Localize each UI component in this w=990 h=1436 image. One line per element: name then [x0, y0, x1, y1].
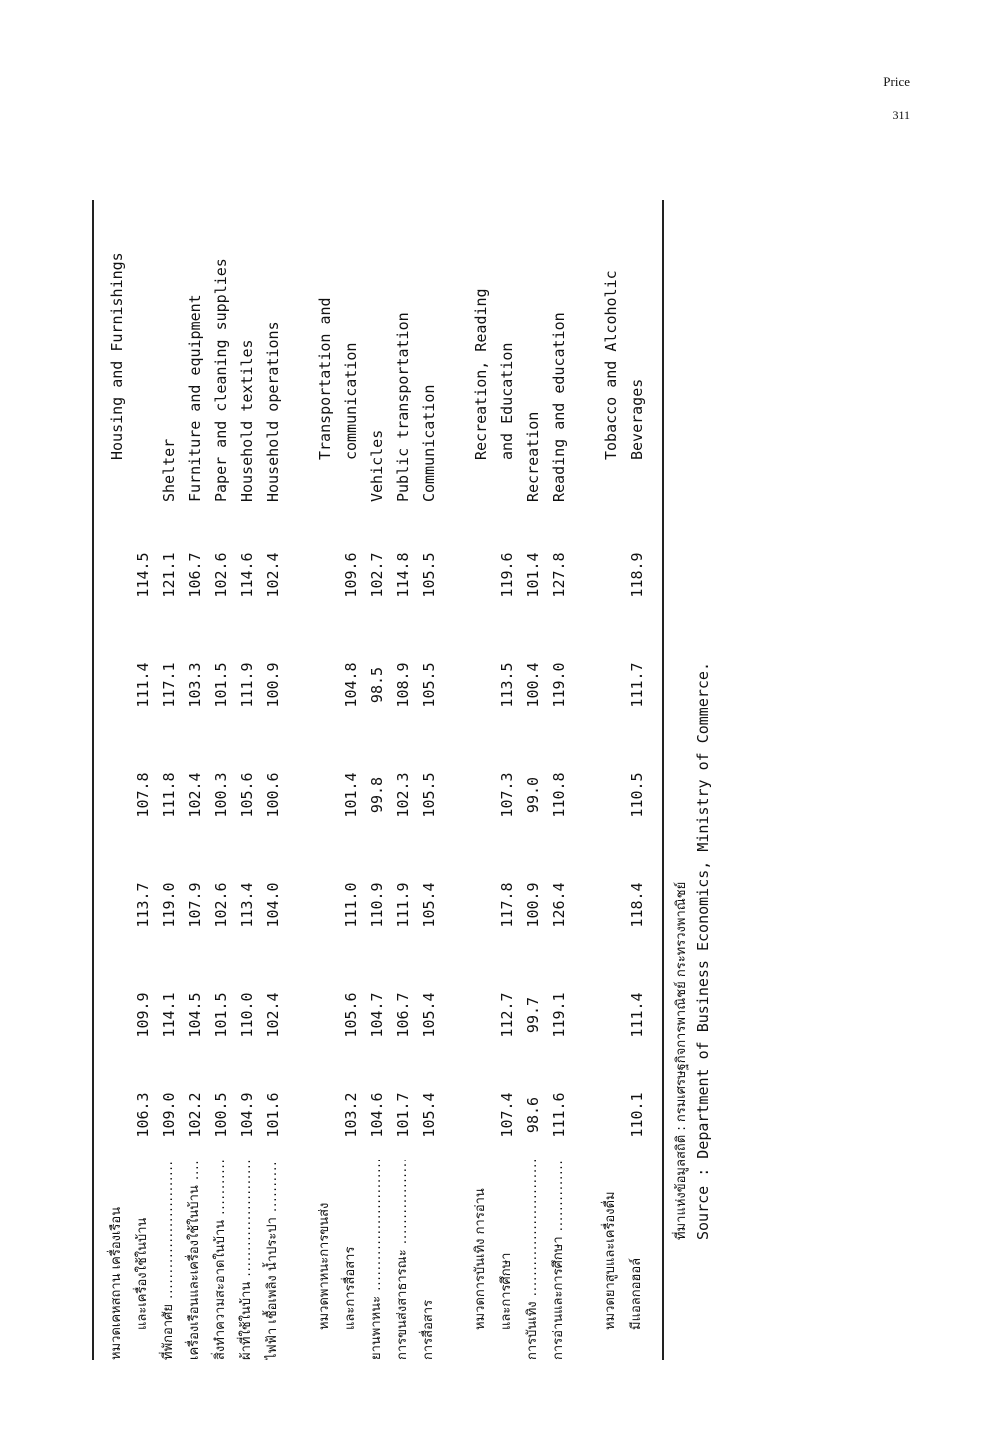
index-value-cell: 111.8: [160, 772, 178, 818]
index-value-cell: 101.5: [212, 662, 230, 708]
index-value-cell: 111.4: [134, 662, 152, 708]
table-row: [416, 200, 442, 1360]
row-label-thai: และการศึกษา: [499, 1252, 514, 1330]
row-label-english: Shelter: [160, 438, 178, 502]
index-value-cell: 107.4: [498, 1092, 516, 1138]
row-label-english: Recreation: [524, 411, 542, 502]
row-label-thai: การอ่านและการศึกษา .....: [546, 1160, 572, 1360]
index-value-cell: 114.8: [394, 552, 412, 598]
row-label-english: Household operations: [264, 321, 282, 502]
row-label-thai: สิ่งทำความสะอาดในบ้าน .....: [208, 1160, 234, 1360]
row-label-thai: และเครื่องใช้ในบ้าน: [135, 1217, 150, 1330]
index-value-cell: 102.6: [212, 552, 230, 598]
index-value-cell: 102.3: [394, 772, 412, 818]
index-value-cell: 104.7: [368, 992, 386, 1038]
table-row: [156, 200, 182, 1360]
row-label-thai: การขนส่งสาธารณะ .....: [390, 1160, 416, 1360]
index-value-cell: 113.5: [498, 662, 516, 708]
index-value-cell: 98.6: [524, 1096, 542, 1134]
index-value-cell: 106.3: [134, 1092, 152, 1138]
index-value-cell: 119.0: [550, 662, 568, 708]
table-row: [286, 200, 312, 1360]
row-label-english: Reading and education: [550, 312, 568, 502]
index-value-cell: 104.8: [342, 662, 360, 708]
table-row: [104, 200, 130, 1360]
index-value-cell: 109.6: [342, 552, 360, 598]
table-row: [364, 200, 390, 1360]
row-label-english: Beverages: [628, 378, 646, 460]
index-value-cell: 107.9: [186, 882, 204, 928]
index-value-cell: 100.3: [212, 772, 230, 818]
row-label-thai: ไฟฟ้า เชื้อเพลิง น้ำประปา .....: [260, 1160, 286, 1360]
index-value-cell: 99.8: [368, 776, 386, 814]
index-value-cell: 104.5: [186, 992, 204, 1038]
row-label-english: Tobacco and Alcoholic: [602, 270, 620, 460]
table-row: [182, 200, 208, 1360]
row-label-thai: การสื่อสาร: [421, 1299, 436, 1360]
index-value-cell: 119.0: [160, 882, 178, 928]
index-value-cell: 109.9: [134, 992, 152, 1038]
row-label-english: Vehicles: [368, 429, 386, 502]
index-value-cell: 99.7: [524, 996, 542, 1034]
row-label-english: Communication: [420, 384, 438, 502]
row-label-english: Recreation, Reading: [472, 288, 490, 460]
index-value-cell: 119.1: [550, 992, 568, 1038]
index-value-cell: 105.4: [420, 1092, 438, 1138]
rotated-table-page: [80, 200, 720, 1360]
index-value-cell: 102.7: [368, 552, 386, 598]
table-row: [130, 200, 156, 1360]
index-value-cell: 105.6: [342, 992, 360, 1038]
table-row: [468, 200, 494, 1360]
index-value-cell: 108.9: [394, 662, 412, 708]
index-value-cell: 119.6: [498, 552, 516, 598]
index-value-cell: 126.4: [550, 882, 568, 928]
index-value-cell: 102.4: [264, 992, 282, 1038]
row-label-thai: และการสื่อสาร: [343, 1246, 358, 1330]
index-value-cell: 113.4: [238, 882, 256, 928]
table-row: [494, 200, 520, 1360]
table-row: [598, 200, 624, 1360]
index-value-cell: 106.7: [186, 552, 204, 598]
index-value-cell: 101.4: [342, 772, 360, 818]
price-index-table: [104, 200, 650, 1360]
index-value-cell: 105.5: [420, 662, 438, 708]
table-row: [338, 200, 364, 1360]
row-label-thai: หมวดเคหสถาน เครื่องเรือน: [109, 1206, 124, 1360]
index-value-cell: 118.4: [628, 882, 646, 928]
index-value-cell: 117.8: [498, 882, 516, 928]
row-label-english: Housing and Furnishings: [108, 252, 126, 460]
index-value-cell: 105.4: [420, 882, 438, 928]
row-label-thai: ยานพาหนะ .....: [364, 1160, 390, 1360]
index-value-cell: 107.8: [134, 772, 152, 818]
table-bottom-rule: [662, 200, 664, 1360]
index-value-cell: 114.5: [134, 552, 152, 598]
index-value-cell: 111.9: [394, 882, 412, 928]
index-value-cell: 107.3: [498, 772, 516, 818]
row-label-thai: เครื่องเรือนและเครื่องใช้ในบ้าน .....: [182, 1160, 208, 1360]
row-label-thai: ที่พักอาศัย .....: [156, 1160, 182, 1360]
index-value-cell: 104.6: [368, 1092, 386, 1138]
index-value-cell: 105.5: [420, 772, 438, 818]
row-label-english: Household textiles: [238, 339, 256, 502]
index-value-cell: 106.7: [394, 992, 412, 1038]
index-value-cell: 111.0: [342, 882, 360, 928]
index-value-cell: 110.0: [238, 992, 256, 1038]
table-row: [442, 200, 468, 1360]
table-row: [572, 200, 598, 1360]
source-note-english: Source : Department of Business Economics, Ministry of Commerce.: [694, 662, 712, 1240]
row-label-english: Transportation and: [316, 297, 334, 460]
index-value-cell: 103.3: [186, 662, 204, 708]
index-value-cell: 101.5: [212, 992, 230, 1038]
row-label-thai: หมวดพาหนะการขนส่ง: [317, 1202, 332, 1330]
index-value-cell: 111.6: [550, 1092, 568, 1138]
table-row: [260, 200, 286, 1360]
index-value-cell: 121.1: [160, 552, 178, 598]
index-value-cell: 127.8: [550, 552, 568, 598]
row-label-english: Paper and cleaning supplies: [212, 258, 230, 502]
row-label-thai: ผ้าที่ใช้ในบ้าน .....: [234, 1160, 260, 1360]
index-value-cell: 100.5: [212, 1092, 230, 1138]
index-value-cell: 112.7: [498, 992, 516, 1038]
index-value-cell: 111.4: [628, 992, 646, 1038]
index-value-cell: 113.7: [134, 882, 152, 928]
index-value-cell: 102.4: [186, 772, 204, 818]
index-value-cell: 104.9: [238, 1092, 256, 1138]
index-value-cell: 100.9: [264, 662, 282, 708]
index-value-cell: 101.6: [264, 1092, 282, 1138]
row-label-english: Furniture and equipment: [186, 294, 204, 502]
index-value-cell: 105.4: [420, 992, 438, 1038]
row-label-thai: หมวดการบันเทิง การอ่าน: [473, 1188, 488, 1330]
table-row: [234, 200, 260, 1360]
index-value-cell: 100.6: [264, 772, 282, 818]
index-value-cell: 118.9: [628, 552, 646, 598]
table-row: [390, 200, 416, 1360]
index-value-cell: 105.6: [238, 772, 256, 818]
index-value-cell: 110.9: [368, 882, 386, 928]
index-value-cell: 101.4: [524, 552, 542, 598]
index-value-cell: 109.0: [160, 1092, 178, 1138]
table-row: [546, 200, 572, 1360]
index-value-cell: 99.0: [524, 776, 542, 814]
index-value-cell: 117.1: [160, 662, 178, 708]
table-row: [624, 200, 650, 1360]
row-label-thai: หมวดยาสูบและเครื่องดื่ม: [603, 1191, 618, 1330]
index-value-cell: 114.1: [160, 992, 178, 1038]
index-value-cell: 102.4: [264, 552, 282, 598]
index-value-cell: 110.8: [550, 772, 568, 818]
index-value-cell: 110.1: [628, 1092, 646, 1138]
row-label-thai: มีแอลกอฮอล์: [629, 1257, 644, 1330]
index-value-cell: 111.7: [628, 662, 646, 708]
row-label-english: Public transportation: [394, 312, 412, 502]
index-value-cell: 114.6: [238, 552, 256, 598]
index-value-cell: 103.2: [342, 1092, 360, 1138]
index-value-cell: 98.5: [368, 666, 386, 704]
index-value-cell: 110.5: [628, 772, 646, 818]
table-row: [208, 200, 234, 1360]
table-top-rule: [92, 200, 94, 1360]
index-value-cell: 111.9: [238, 662, 256, 708]
index-value-cell: 102.6: [212, 882, 230, 928]
index-value-cell: 101.7: [394, 1092, 412, 1138]
page-number: 311: [892, 108, 910, 122]
table-row: [312, 200, 338, 1360]
row-label-english: communication: [342, 342, 360, 460]
source-note-thai: ที่มาแห่งข้อมูลสถิติ : กรมเศรษฐกิจการพาณิชย์ กระทรวงพาณิชย์: [674, 881, 689, 1240]
index-value-cell: 104.0: [264, 882, 282, 928]
row-label-thai: การบันเทิง .....: [520, 1160, 546, 1360]
index-value-cell: 100.4: [524, 662, 542, 708]
table-row: [520, 200, 546, 1360]
row-label-english: and Education: [498, 342, 516, 460]
index-value-cell: 100.9: [524, 882, 542, 928]
index-value-cell: 105.5: [420, 552, 438, 598]
index-value-cell: 102.2: [186, 1092, 204, 1138]
page-header-title: Price: [883, 74, 910, 89]
